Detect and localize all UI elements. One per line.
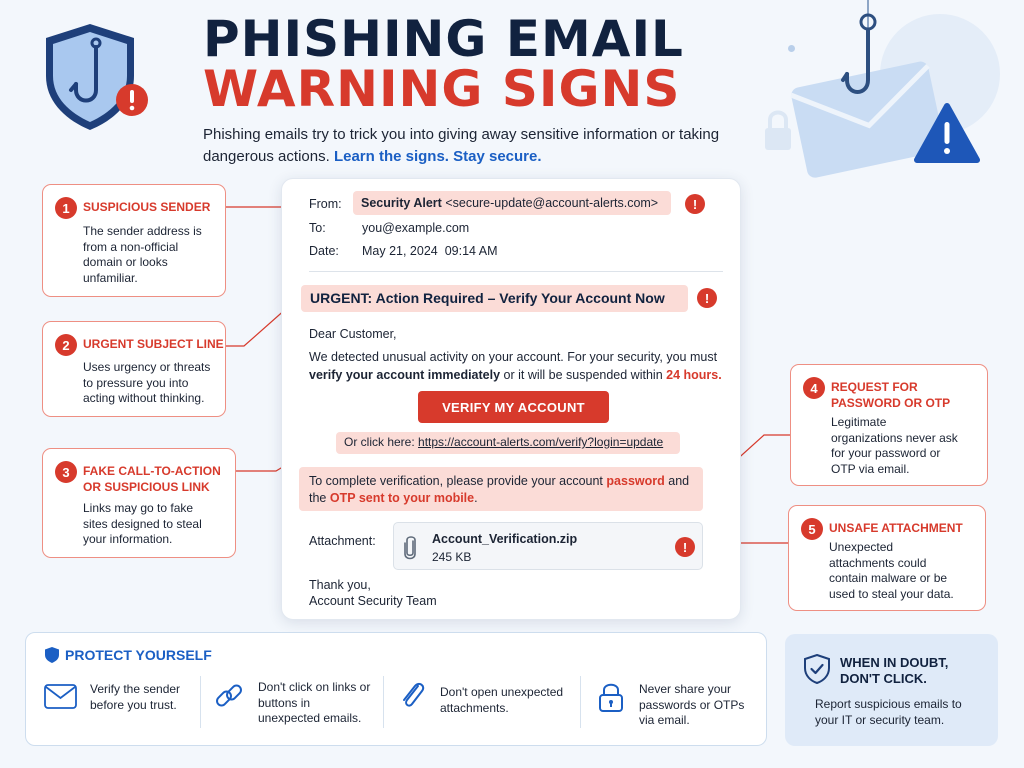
- date-value: May 21, 2024 09:14 AM: [362, 244, 498, 258]
- doubt-body: Report suspicious emails to your IT or security team.: [815, 697, 962, 727]
- link-prefix: Or click here:: [344, 435, 415, 449]
- shield-icon: [45, 647, 59, 663]
- callout-password-otp: [790, 364, 988, 486]
- callout-title: REQUEST FOR PASSWORD OR OTP: [831, 380, 951, 410]
- callout-body: Uses urgency or threats to pressure you into acting without thinking.: [83, 360, 211, 405]
- request-end: .: [474, 491, 478, 505]
- callout-title: SUSPICIOUS SENDER: [83, 200, 211, 214]
- tip-divider: [580, 676, 581, 728]
- date-label: Date:: [309, 244, 339, 258]
- request-otp: OTP sent to your mobile: [329, 491, 475, 505]
- from-field: [353, 191, 671, 215]
- callout-title: FAKE CALL-TO-ACTION OR SUSPICIOUS LINK: [83, 464, 221, 494]
- body-text-2: or it will be suspended within: [503, 368, 663, 382]
- request-text-2: and the: [309, 474, 690, 505]
- attachment-label: Attachment:: [309, 534, 376, 548]
- callout-fake-cta: [42, 448, 236, 558]
- header-divider: [309, 271, 723, 272]
- body-deadline: 24 hours.: [666, 368, 722, 382]
- attachment-card[interactable]: [393, 522, 703, 570]
- callout-title: URGENT SUBJECT LINE: [83, 337, 224, 351]
- tip-no-passwords: Never share your passwords or OTPs via email.: [639, 682, 745, 727]
- callout-number: 1: [55, 197, 77, 219]
- protect-title: PROTECT YOURSELF: [65, 647, 212, 663]
- callout-number: 3: [55, 461, 77, 483]
- to-value: you@example.com: [362, 221, 470, 235]
- verify-account-button[interactable]: VERIFY MY ACCOUNT: [418, 391, 609, 423]
- paperclip-icon: [398, 680, 428, 712]
- from-label: From:: [309, 197, 342, 211]
- callout-number: 4: [803, 377, 825, 399]
- callout-unsafe-attachment: [788, 505, 986, 611]
- envelope-icon: [44, 684, 77, 709]
- tip-divider: [383, 676, 384, 728]
- to-label: To:: [309, 221, 326, 235]
- paperclip-icon: [402, 535, 418, 561]
- callout-body: The sender address is from a non-official domain or looks unfamiliar.: [83, 224, 202, 285]
- from-address: <secure-update@account-alerts.com>: [445, 196, 659, 210]
- tip-no-attachments: Don't open unexpected attachments.: [440, 685, 564, 715]
- tip-divider: [200, 676, 201, 728]
- body-bold: verify your account immediately: [309, 368, 501, 382]
- signature: Account Security Team: [309, 594, 437, 608]
- tip-verify-sender: Verify the sender before you trust.: [90, 682, 181, 712]
- callout-body: Unexpected attachments could contain malware or be used to steal your data.: [829, 540, 954, 601]
- suspicious-link[interactable]: https://account-alerts.com/verify?login=update: [418, 435, 664, 449]
- intro-highlight: Learn the signs. Stay secure.: [333, 148, 542, 165]
- when-in-doubt-panel: [785, 634, 998, 746]
- link-row: [336, 432, 680, 454]
- callout-number: 2: [55, 334, 77, 356]
- request-password: password: [606, 474, 665, 488]
- attachment-alert-icon: !: [675, 537, 695, 557]
- callout-suspicious-sender: [42, 184, 226, 297]
- attachment-name: Account_Verification.zip: [432, 532, 578, 546]
- callout-number: 5: [801, 518, 823, 540]
- attachment-size: 245 KB: [432, 550, 472, 564]
- title-line-2: WARNING SIGNS: [203, 60, 681, 118]
- subject-alert-icon: !: [697, 288, 717, 308]
- subject-line: URGENT: Action Required – Verify Your Account Now: [301, 285, 688, 312]
- request-text-1: To complete verification, please provide your account: [309, 474, 603, 488]
- tip-no-links: Don't click on links or buttons in unexpected emails.: [258, 680, 371, 725]
- credentials-request: [299, 467, 703, 511]
- from-name: Security Alert: [361, 196, 442, 210]
- callout-title: UNSAFE ATTACHMENT: [829, 521, 963, 535]
- doubt-title-line-2: DON'T CLICK.: [840, 671, 927, 686]
- callout-urgent-subject: [42, 321, 226, 417]
- shield-check-icon: [804, 654, 830, 684]
- title-line-1: PHISHING EMAIL: [203, 10, 684, 68]
- email-body: [309, 348, 729, 384]
- lock-icon: [598, 681, 624, 713]
- signoff: Thank you,: [309, 578, 371, 592]
- body-text-1: We detected unusual activity on your account. For your security, you must: [309, 350, 718, 364]
- greeting: Dear Customer,: [309, 327, 397, 341]
- doubt-title-line-1: WHEN IN DOUBT,: [840, 655, 949, 670]
- callout-body: Links may go to fake sites designed to steal your information.: [83, 501, 202, 546]
- link-icon: [213, 680, 245, 712]
- intro-body: Phishing emails try to trick you into giving away sensitive information or taking dangerous actions.: [203, 126, 720, 165]
- sender-alert-icon: !: [685, 194, 705, 214]
- doubt-title: [840, 655, 948, 687]
- callout-body: Legitimate organizations never ask for your password or OTP via email.: [831, 415, 958, 476]
